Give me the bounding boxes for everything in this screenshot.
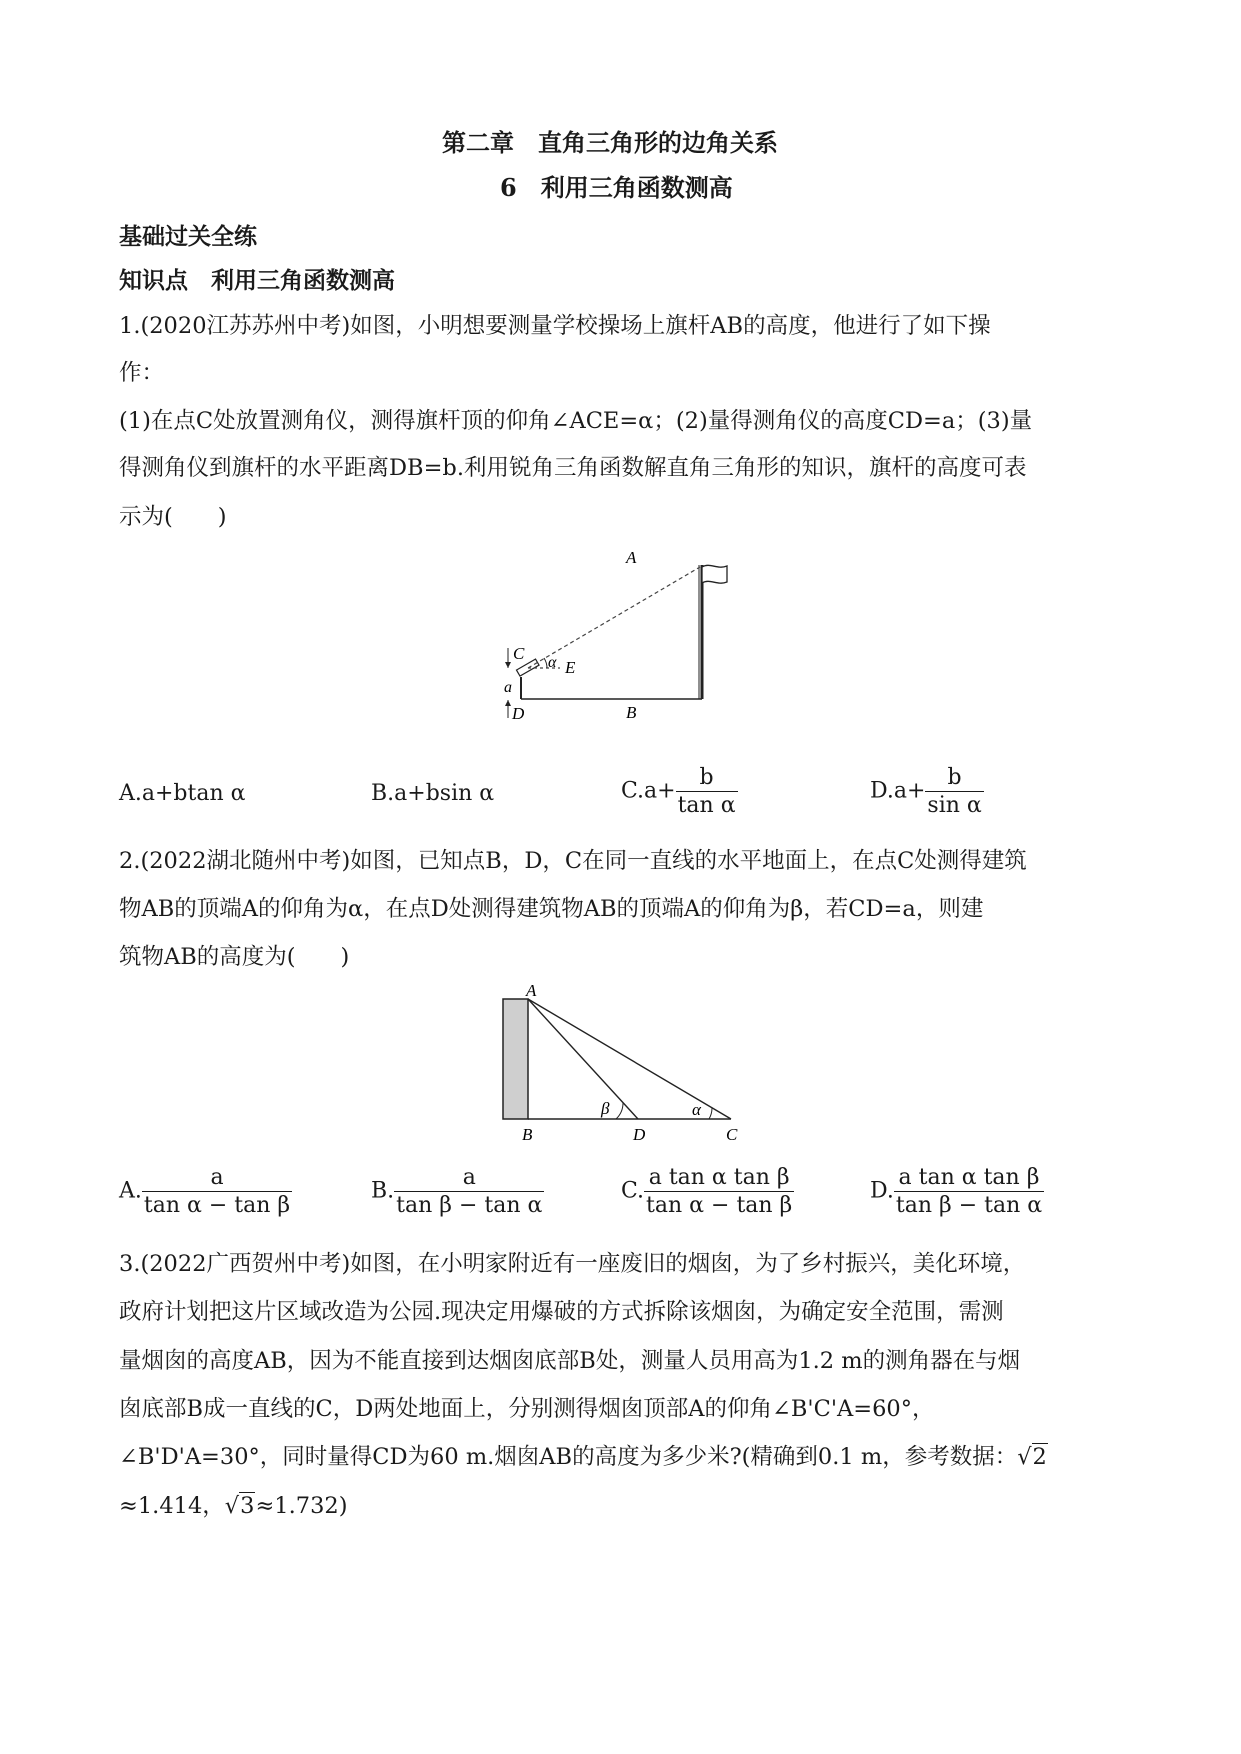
q1-line-1: 1.(2020江苏苏州中考)如图，小明想要测量学校操场上旗杆AB的高度，他进行了如下操 (119, 313, 991, 339)
q2-option-b[interactable] (371, 1164, 544, 1219)
q2-option-b-numerator: a (462, 1165, 476, 1190)
q2-label-C: C (726, 1125, 738, 1143)
q2-option-d-prefix: D. (870, 1178, 894, 1204)
q1-line-2: 作： (119, 360, 165, 386)
q1-option-c-denominator: tan α (677, 793, 736, 818)
q2-option-a-prefix: A. (119, 1178, 142, 1204)
q3-line-2: 政府计划把这片区域改造为公园.现决定用爆破的方式拆除该烟囱，为确定安全范围，需测 (119, 1299, 1004, 1325)
q3-line-6-part-a: ≈1.414， (119, 1493, 225, 1519)
q3-line-3: 量烟囱的高度AB，因为不能直接到达烟囱底部B处，测量人员用高为1.2 m的测角器在与烟 (119, 1348, 1021, 1374)
q1-flagpole-figure (495, 540, 755, 740)
knowledge-heading: 知识点 利用三角函数测高 (119, 267, 395, 294)
q1-label-E: E (565, 658, 576, 677)
q2-label-beta: β (601, 1099, 610, 1118)
q1-option-a[interactable]: A.a+btan α (119, 781, 246, 806)
q1-label-a: a (504, 679, 512, 696)
q2-label-A: A (526, 981, 537, 1000)
q2-label-D: D (633, 1125, 646, 1143)
q3-sqrt-3-radicand: 3 (240, 1493, 255, 1519)
chapter-title: 第二章 直角三角形的边角关系 (442, 128, 778, 157)
q2-label-alpha: α (692, 1100, 701, 1119)
q1-option-c[interactable] (621, 764, 738, 819)
q3-line-5-text: ∠B'D'A=30°，同时量得CD为60 m.烟囱AB的高度为多少米?(精确到0.1 m，参考数据： (119, 1444, 1018, 1470)
q2-option-b-prefix: B. (371, 1178, 395, 1204)
q2-line-2: 物AB的顶端A的仰角为α，在点D处测得建筑物AB的顶端A的仰角为β，若CD=a，则建 (119, 896, 984, 922)
q2-line-1: 2.(2022湖北随州中考)如图，已知点B，D，C在同一直线的水平地面上，在点C处测得建筑 (119, 848, 1027, 874)
q2-option-a-numerator: a (210, 1165, 224, 1190)
q3-line-1: 3.(2022广西贺州中考)如图，在小明家附近有一座废旧的烟囱，为了乡村振兴，美化环境， (119, 1251, 1026, 1277)
q1-option-d-denominator: sin α (927, 793, 982, 818)
q2-option-c-denominator: tan α − tan β (646, 1193, 793, 1218)
q1-label-A: A (626, 548, 637, 567)
q2-option-c-numerator: a tan α tan β (648, 1165, 790, 1190)
q2-option-c-prefix: C. (621, 1178, 645, 1204)
q1-label-B: B (626, 703, 637, 722)
q1-option-d-numerator: b (947, 765, 962, 790)
q3-sqrt-3: √3 (224, 1493, 255, 1519)
q3-line-4: 囱底部B成一直线的C，D两处地面上，分别测得烟囱顶部A的仰角∠B'C'A=60°， (119, 1396, 935, 1422)
q2-building-figure (490, 978, 750, 1143)
q2-option-d[interactable] (870, 1164, 1044, 1219)
section-title: 6 利用三角函数测高 (500, 173, 733, 202)
q1-label-D: D (512, 704, 525, 723)
q3-sqrt-2: √2 (1017, 1444, 1047, 1470)
q2-line-3: 筑物AB的高度为( ) (119, 944, 350, 970)
q2-option-a[interactable] (119, 1164, 292, 1219)
q2-option-c[interactable] (621, 1164, 794, 1219)
q3-line-6-part-b: ≈1.732) (255, 1493, 348, 1519)
q2-label-B: B (522, 1125, 533, 1143)
q2-option-a-denominator: tan α − tan β (143, 1193, 291, 1218)
q1-line-5: 示为( ) (119, 504, 227, 530)
q1-option-d-prefix: D.a+ (870, 778, 926, 804)
q3-line-6 (119, 1488, 347, 1520)
q1-line-4: 得测角仪到旗杆的水平距离DB=b.利用锐角三角函数解直角三角形的知识，旗杆的高度可表 (119, 455, 1027, 481)
q3-line-5 (119, 1439, 1048, 1471)
practice-heading: 基础过关全练 (119, 223, 257, 250)
q1-line-3: (1)在点C处放置测角仪，测得旗杆顶的仰角∠ACE=α；(2)量得测角仪的高度CD=a；(3)量 (119, 408, 1033, 434)
q1-label-alpha: α (548, 654, 557, 671)
q1-option-d[interactable] (870, 764, 984, 819)
q2-option-b-denominator: tan β − tan α (396, 1193, 543, 1218)
q1-label-C: C (513, 644, 525, 663)
q1-option-b[interactable]: B.a+bsin α (371, 781, 495, 806)
q2-option-d-numerator: a tan α tan β (898, 1165, 1040, 1190)
q1-option-c-prefix: C.a+ (621, 778, 676, 804)
q3-sqrt-2-radicand: 2 (1032, 1444, 1047, 1470)
q1-option-c-numerator: b (699, 765, 714, 790)
q2-option-d-denominator: tan β − tan α (895, 1193, 1043, 1218)
